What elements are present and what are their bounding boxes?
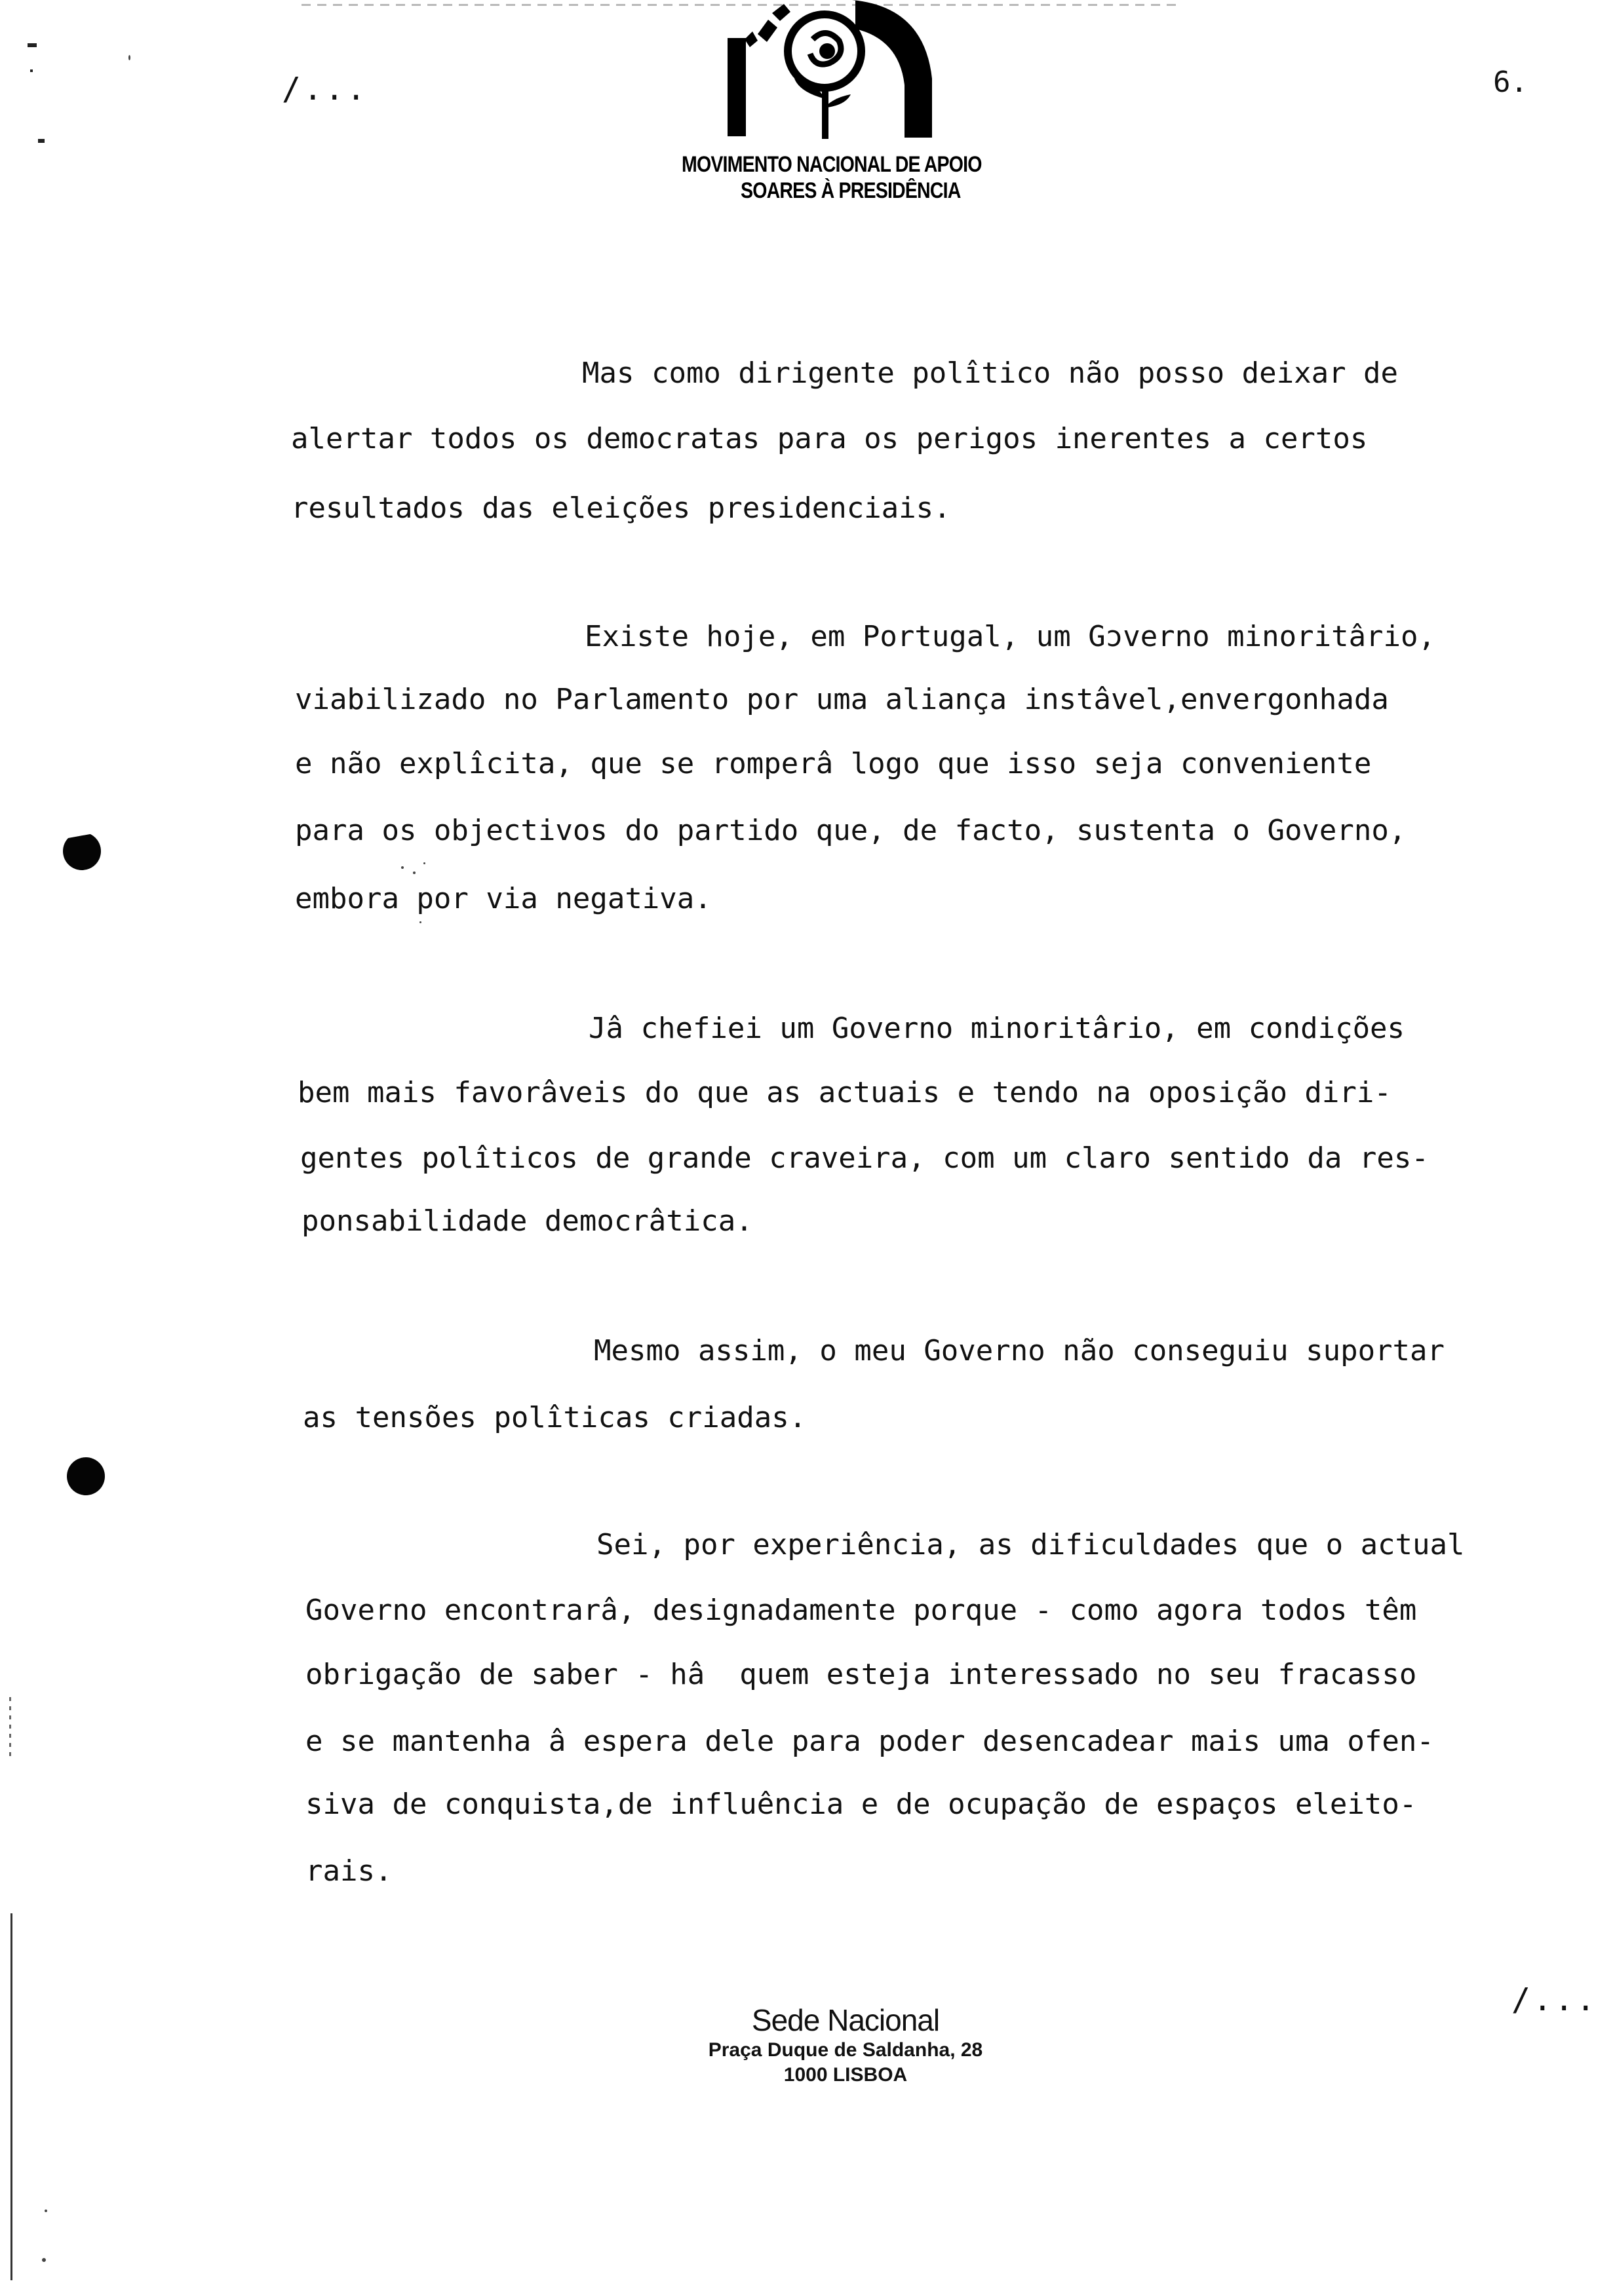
speck: [45, 2210, 47, 2212]
body-line: Mas como dirigente polîtico não posso deixar de: [582, 356, 1399, 390]
body-line: as tensões polîticas criadas.: [303, 1401, 807, 1434]
scan-left-rule: [9, 1697, 11, 1756]
body-line: Mesmo assim, o meu Governo não conseguiu suportar: [594, 1334, 1445, 1368]
speck: [419, 921, 421, 923]
body-line: Existe hoje, em Portugal, um Gɔverno minoritârio,: [585, 620, 1436, 653]
margin-mark: [38, 139, 45, 143]
body-line: obrigação de saber - hâ quem esteja interessado no seu fracasso: [305, 1658, 1417, 1691]
body-line: resultados das eleições presidenciais.: [291, 491, 951, 525]
body-line: bem mais favorâveis do que as actuais e tendo na oposição diri-: [298, 1076, 1391, 1109]
body-line: viabilizado no Parlamento por uma aliança instâvel,envergonhada: [295, 683, 1389, 716]
body-line: rais.: [305, 1854, 393, 1888]
body-line: embora por via negativa.: [295, 882, 712, 915]
punch-hole: [67, 1457, 105, 1495]
body-line: para os objectivos do partido que, de facto, sustenta o Governo,: [295, 814, 1407, 847]
continuation-mark-top: /...: [282, 71, 368, 107]
continuation-mark-bottom: /...: [1511, 1981, 1598, 2018]
speck: [42, 2258, 46, 2262]
body-line: ponsabilidade democrâtica.: [302, 1204, 753, 1238]
body-line: gentes polîticos de grande craveira, com um claro sentido da res-: [300, 1141, 1429, 1175]
page-number: 6.: [1493, 66, 1528, 99]
logo-text-line2: SOARES À PRESIDÊNCIA: [741, 178, 961, 203]
body-line: siva de conquista,de influência e de ocupação de espaços eleito-: [305, 1788, 1417, 1821]
margin-mark: [30, 69, 33, 72]
body-line: e não explîcita, que se romperâ logo que isso seja conveniente: [295, 747, 1372, 780]
punch-hole: [63, 832, 101, 870]
body-line: alertar todos os democratas para os perigos inerentes a certos: [291, 422, 1368, 455]
margin-mark: [28, 43, 37, 47]
body-line: Governo encontrarâ, designadamente porque - como agora todos têm: [305, 1594, 1417, 1627]
scan-left-rule: [10, 1913, 12, 2280]
speck: [128, 55, 130, 60]
body-line: Jâ chefiei um Governo minoritârio, em condições: [589, 1012, 1405, 1045]
body-line: e se mantenha â espera dele para poder desencadear mais uma ofen-: [305, 1725, 1434, 1758]
logo-text-line1: MOVIMENTO NACIONAL DE APOIO: [682, 152, 982, 177]
speck: [423, 862, 425, 864]
speck: [401, 866, 404, 869]
speck: [413, 871, 416, 874]
body-line: Sei, por experiência, as dificuldades que o actual: [596, 1528, 1465, 1561]
footer-city: 1000 LISBOA: [783, 2064, 908, 2086]
logo-emblem-icon: [682, 0, 996, 157]
footer-title: Sede Nacional: [751, 2003, 940, 2037]
logo: [682, 0, 996, 216]
footer-address: Praça Duque de Saldanha, 28: [708, 2039, 983, 2061]
